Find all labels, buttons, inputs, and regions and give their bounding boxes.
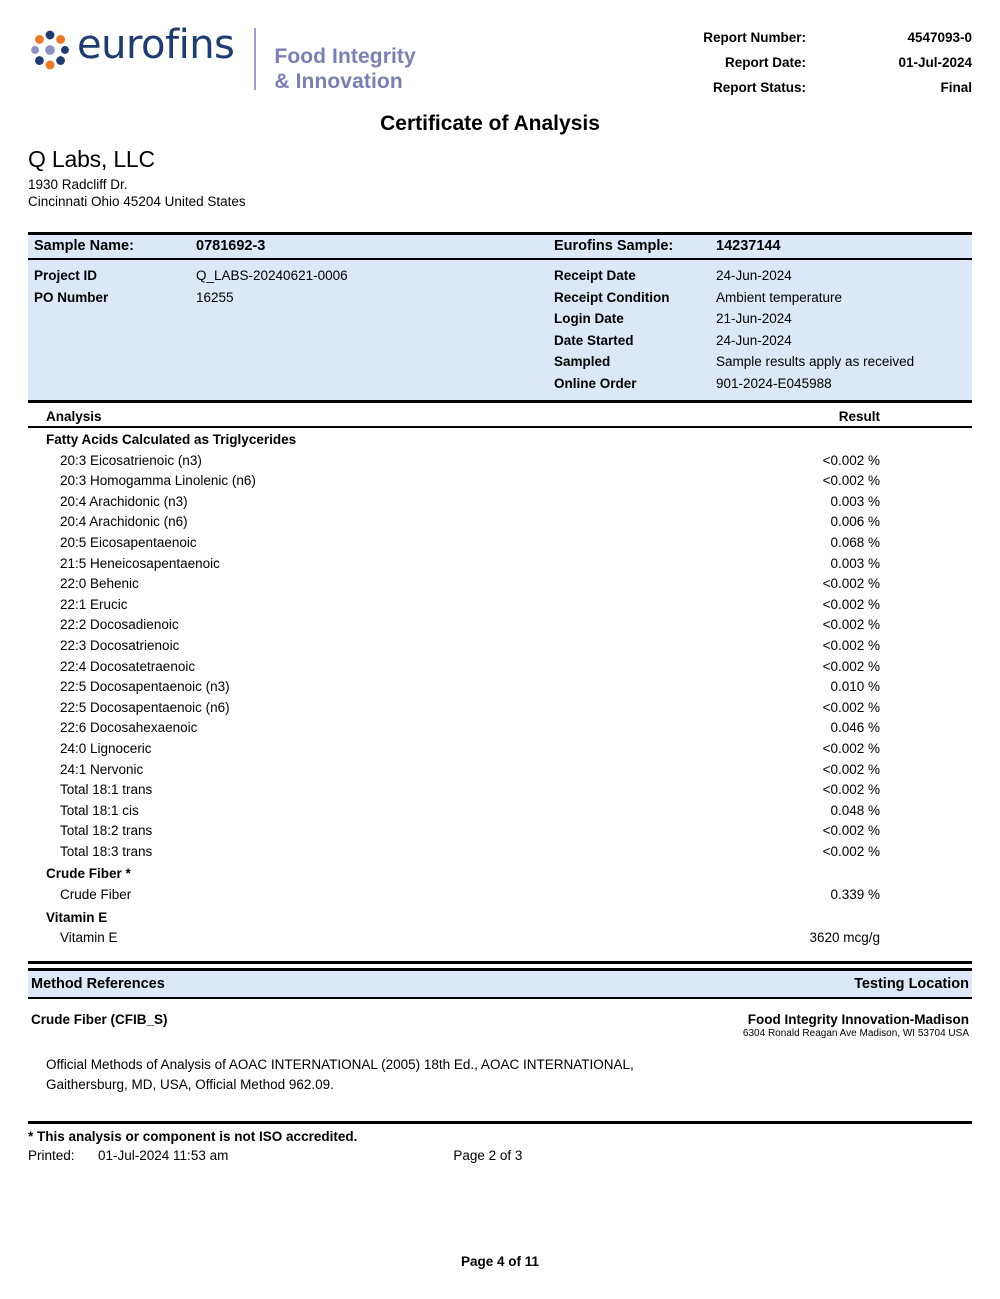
online-order-row: [548, 373, 972, 395]
results-table-bottom-rule: [28, 961, 972, 964]
testing-lab-name: Food Integrity Innovation-Madison: [747, 1011, 969, 1027]
report-date-row: [654, 55, 972, 70]
testing-lab: [743, 1012, 972, 1039]
report-date-label: Report Date:: [724, 55, 806, 70]
method-name: Crude Fiber (CFIB_S): [31, 1011, 168, 1027]
login-date-row: [548, 308, 972, 330]
sample-name-label: Sample Name:: [34, 238, 134, 254]
report-number-label: Report Number:: [703, 30, 806, 45]
analyte-name: 20:4 Arachidonic (n3): [60, 493, 188, 509]
page-header: [28, 0, 972, 96]
testing-location-label: Testing Location: [854, 975, 969, 992]
table-row: [28, 492, 972, 513]
brand-tagline: [274, 44, 415, 94]
results-table-header: [28, 409, 972, 428]
table-row: [28, 928, 972, 949]
testing-lab-address: 6304 Ronald Reagan Ave Madison, WI 53704 USA: [742, 1027, 969, 1039]
eurofins-sample-row: [548, 238, 972, 254]
printed-value: 01-Jul-2024 11:53 am: [98, 1147, 229, 1163]
column-header-analysis: Analysis: [46, 409, 102, 424]
analyte-name: 24:0 Lignoceric: [60, 740, 152, 756]
result-group-header: Fatty Acids Calculated as Triglycerides: [46, 432, 297, 447]
inner-page-number: Page 2 of 3: [453, 1147, 523, 1163]
analyte-name: 22:0 Behenic: [60, 576, 139, 592]
print-info-row: [28, 1148, 972, 1163]
table-row: [28, 657, 972, 678]
analyte-name: 22:3 Docosatrienoic: [60, 637, 180, 653]
sampled-row: [548, 351, 972, 373]
analyte-name: 20:4 Arachidonic (n6): [60, 514, 188, 530]
client-address-line1: 1930 Radcliff Dr.: [28, 177, 128, 192]
analyte-name: Crude Fiber: [60, 887, 132, 903]
analyte-name: Total 18:2 trans: [60, 823, 153, 839]
online-order-value: 901-2024-E045988: [716, 375, 832, 391]
analyte-result: <0.002 %: [822, 699, 880, 715]
brand-divider: [254, 28, 256, 90]
sample-right-fields: [548, 265, 972, 394]
po-number-label: PO Number: [34, 289, 109, 305]
iso-footnote: * This analysis or component is not ISO accredited.: [28, 1128, 358, 1144]
analyte-result: <0.002 %: [822, 617, 880, 633]
receipt-condition-label: Receipt Condition: [554, 289, 670, 305]
analyte-result: 0.010 %: [830, 679, 880, 695]
analysis-results-table: [28, 409, 972, 964]
table-row: [28, 574, 972, 595]
report-date-value: 01-Jul-2024: [898, 55, 972, 70]
page-title: Certificate of Analysis: [380, 112, 600, 135]
eurofins-sample-label: Eurofins Sample:: [554, 238, 674, 254]
analyte-name: Vitamin E: [60, 930, 118, 946]
table-row: [28, 677, 972, 698]
table-row: [28, 718, 972, 739]
printed-label: Printed:: [28, 1147, 75, 1163]
table-row: [28, 512, 972, 533]
table-row: [28, 636, 972, 657]
analyte-result: <0.002 %: [822, 596, 880, 612]
client-address: [28, 176, 972, 210]
outer-page-number: Page 4 of 11: [460, 1254, 540, 1269]
analyte-name: 22:1 Erucic: [60, 596, 128, 612]
table-row: [28, 451, 972, 472]
project-id-row: [28, 265, 548, 287]
sample-info-panel: [28, 232, 972, 403]
project-id-value: Q_LABS-20240621-0006: [196, 268, 348, 283]
table-row: [28, 801, 972, 822]
analyte-result: 0.003 %: [830, 555, 880, 571]
analyte-result: <0.002 %: [822, 473, 880, 489]
sample-panel-body: [28, 260, 972, 400]
analyte-result: 0.003 %: [830, 493, 880, 509]
table-row: [28, 698, 972, 719]
receipt-condition-value: Ambient temperature: [716, 289, 843, 305]
date-started-value: 24-Jun-2024: [716, 332, 792, 348]
login-date-label: Login Date: [554, 311, 624, 326]
analyte-result: <0.002 %: [822, 637, 880, 653]
table-row: [28, 554, 972, 575]
sample-left-fields: [28, 265, 548, 394]
table-row: [28, 885, 972, 906]
report-number-value: 4547093-0: [907, 30, 972, 45]
analyte-name: 22:2 Docosadienoic: [60, 617, 179, 633]
results-table-body: [28, 430, 972, 949]
receipt-date-row: [548, 265, 972, 287]
brand-block: [28, 22, 416, 94]
analyte-result: 3620 mcg/g: [809, 930, 880, 946]
table-row: [28, 821, 972, 842]
client-name: Q Labs, LLC: [28, 146, 155, 172]
method-entry: [28, 1012, 972, 1039]
table-row: [28, 739, 972, 760]
receipt-condition-row: [548, 287, 972, 309]
sampled-value: Sample results apply as received: [716, 354, 915, 369]
analyte-result: <0.002 %: [822, 658, 880, 674]
method-references-header: [28, 968, 972, 999]
analyte-name: Total 18:1 cis: [60, 802, 139, 818]
brand-tagline-line2: & Innovation: [274, 70, 403, 93]
table-row: [28, 842, 972, 863]
report-status-value: Final: [940, 80, 972, 95]
analyte-result: <0.002 %: [822, 761, 880, 777]
analyte-result: <0.002 %: [822, 823, 880, 839]
sample-panel-header: [28, 235, 972, 260]
analyte-name: 20:5 Eicosapentaenoic: [60, 534, 197, 550]
table-row: [28, 471, 972, 492]
date-started-row: [548, 330, 972, 352]
report-status-row: [654, 80, 972, 95]
analyte-result: 0.339 %: [830, 887, 880, 903]
eurofins-logo-icon: [28, 28, 72, 72]
client-address-line2: Cincinnati Ohio 45204 United States: [28, 194, 246, 209]
analyte-name: 22:5 Docosapentaenoic (n6): [60, 699, 230, 715]
analyte-result: <0.002 %: [822, 452, 880, 468]
date-started-label: Date Started: [554, 332, 634, 348]
table-row: [28, 760, 972, 781]
report-status-label: Report Status:: [712, 80, 806, 95]
analyte-name: 24:1 Nervonic: [60, 761, 144, 777]
report-metadata: [654, 30, 972, 105]
analyte-result: <0.002 %: [822, 740, 880, 756]
analyte-name: 22:5 Docosapentaenoic (n3): [60, 679, 230, 695]
table-row: [28, 615, 972, 636]
analyte-result: <0.002 %: [822, 843, 880, 859]
login-date-value: 21-Jun-2024: [716, 311, 792, 326]
analyte-name: 22:4 Docosatetraenoic: [60, 658, 196, 674]
project-id-label: Project ID: [34, 268, 98, 283]
receipt-date-label: Receipt Date: [554, 268, 636, 283]
po-number-row: [28, 287, 548, 309]
analyte-name: 20:3 Homogamma Linolenic (n6): [60, 473, 256, 489]
analyte-result: 0.006 %: [830, 514, 880, 530]
analyte-result: 0.046 %: [830, 720, 880, 736]
sampled-label: Sampled: [554, 354, 611, 369]
eurofins-sample-value: 14237144: [716, 238, 781, 254]
receipt-date-value: 24-Jun-2024: [716, 268, 792, 283]
analyte-name: 21:5 Heneicosapentaenoic: [60, 555, 220, 571]
analyte-name: Total 18:1 trans: [60, 782, 153, 798]
analyte-result: <0.002 %: [822, 576, 880, 592]
analyte-name: Total 18:3 trans: [60, 843, 153, 859]
method-citation: Official Methods of Analysis of AOAC INTERNATIONAL (2005) 18th Ed., AOAC INTERNATIONAL, Gaithersburg, MD, USA, Official Method 962.09.: [46, 1056, 634, 1092]
method-references-label: Method References: [31, 975, 165, 992]
result-group-header: Vitamin E: [46, 909, 108, 925]
sample-name-value: 0781692-3: [196, 238, 266, 254]
analyte-result: <0.002 %: [822, 782, 880, 798]
brand-tagline-line1: Food Integrity: [274, 45, 416, 68]
analyte-result: 0.068 %: [830, 534, 880, 550]
table-row: [28, 533, 972, 554]
analyte-name: 20:3 Eicosatrienoic (n3): [60, 452, 202, 468]
table-row: [28, 780, 972, 801]
table-row: [28, 595, 972, 616]
analyte-name: 22:6 Docosahexaenoic: [60, 720, 198, 736]
result-group-header: Crude Fiber *: [46, 866, 131, 882]
eurofins-wordmark: eurofins: [77, 22, 235, 68]
online-order-label: Online Order: [554, 375, 637, 391]
report-number-row: [654, 30, 972, 45]
analyte-result: 0.048 %: [830, 802, 880, 818]
sample-name-row: [28, 238, 548, 254]
column-header-result: Result: [838, 409, 880, 424]
po-number-value: 16255: [196, 289, 234, 305]
